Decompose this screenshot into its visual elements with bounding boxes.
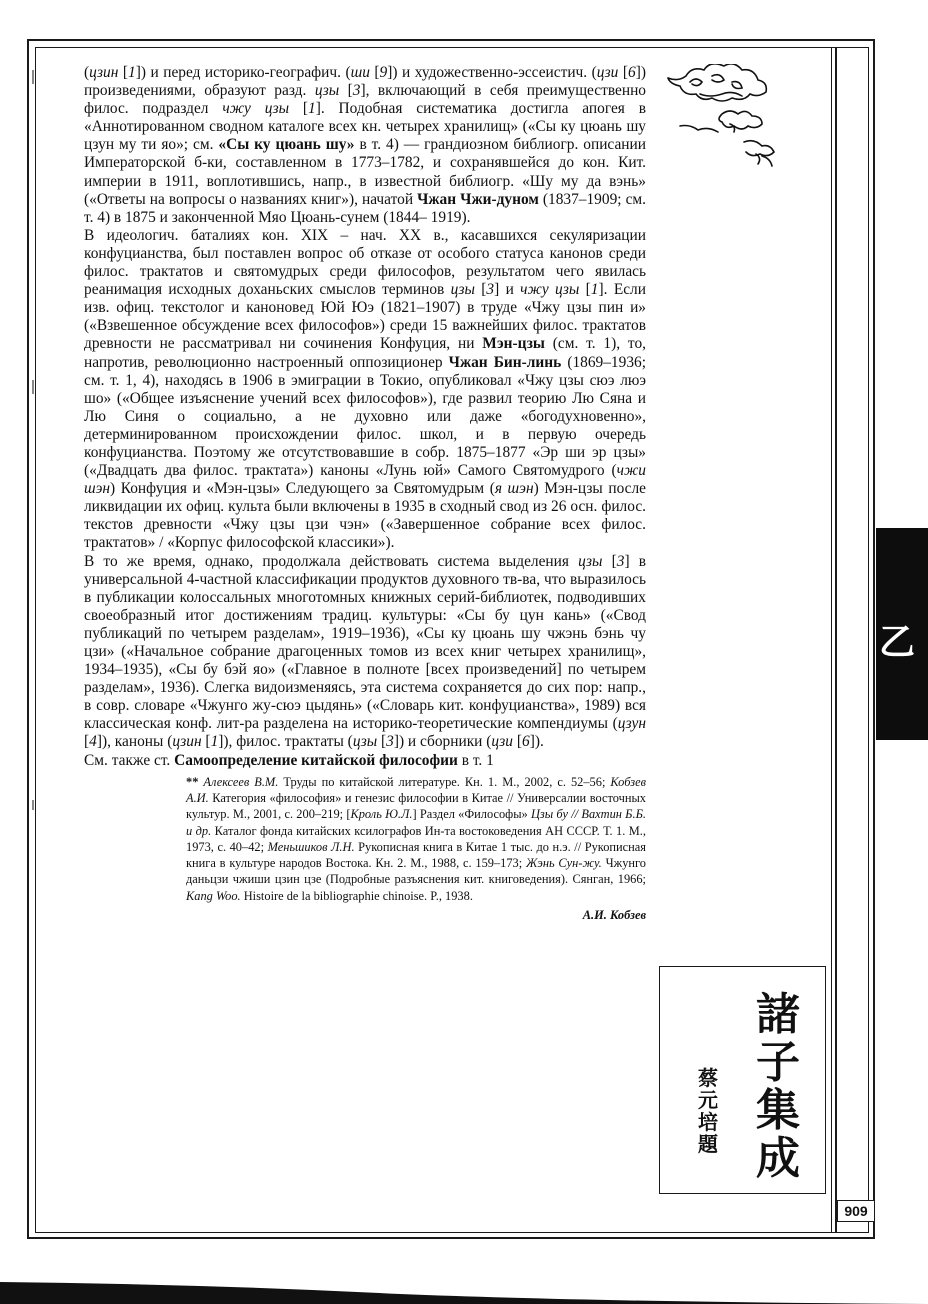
calligraphy-title-char: 集 (756, 1085, 800, 1136)
calligraphy-signature-char: 蔡 (698, 1066, 718, 1090)
see-also-line: См. также ст. Самоопределение китайской философии в т. 1 (84, 751, 494, 769)
section-tab-glyph: 乙 (879, 622, 916, 663)
calligraphy-title-char: 成 (756, 1133, 800, 1184)
margin-column-rule (831, 47, 832, 1233)
calligraphy-signature-char: 培 (698, 1110, 718, 1134)
calligraphy-signature-char: 元 (698, 1088, 718, 1112)
article-text (84, 64, 646, 924)
scan-margin-mark (32, 380, 34, 394)
page-number: 909 (837, 1200, 875, 1222)
scan-margin-mark (32, 70, 34, 84)
cloud-ornament-icon (660, 64, 785, 189)
calligraphy-title-char: 子 (756, 1037, 800, 1088)
scan-edge-shadow (0, 1272, 928, 1304)
article-paragraph-1: (цзин [1]) и перед историко-географич. (ши [9]) и художественно-эссеистич. (цзи [6]) произведениями, образуют разд. цзы [3], включающий в себя преимущественно филос. подраздел чжу цзы [1]. Подобная систематика достигла апогея в «Аннотированном сводном каталоге всех кн. четырех хранилищ» («Сы ку цюань шу цзун му ти яо»; см. «Сы ку цюань шу» в т. 4) — грандиозном библиогр. описании Императорской б-ки, составленном в 1773–1782, и сохранявшейся до кон. Кит. империи в 1911, воплотившись, напр., в известной библиогр. «Шу му да вэнь» («Ответы на вопросы о названиях книг»), начатой Чжан Чжи-дуном (1837–1909; см. т. 4) в 1875 и законченной Мяо Цюань-сунем (1844– 1919). (84, 64, 647, 226)
calligraphy-title-char: 諸 (756, 989, 800, 1040)
scan-margin-mark (32, 800, 34, 810)
section-thumb-tab (876, 528, 928, 740)
author-signature: А.И. Кобзев (582, 908, 646, 923)
calligraphy-artwork (660, 967, 827, 1195)
margin-column-rule-bold (835, 47, 837, 1233)
calligraphy-signature-char: 題 (698, 1132, 718, 1156)
article-paragraph-3: В то же время, однако, продолжала действовать система выделения цзы [3] в универсальной 4-частной классификации продуктов духовного тв-ва, что выразилось в публикации колоссальных многотомных книжных серий-библиотек, подводивших своеобразный итог достижениям традиц. культуры: «Сы бу цун кань» («Свод публикаций по четырем разделам», 1919–1936), «Сы ку цюань шу чжэнь бэнь чу цзи» («Начальное собрание драгоценных томов из всех книг четырех хранилищ», 1934–1935), «Сы бу бэй яо» («Главное в полноте [всех произведений] по четырем разделам», 1936). Слегка видоизменяясь, эта система сохраняется до сих пор: напр., в совр. словаре «Чжунго жу-сюэ цыдянь» («Словарь кит. конфуцианства», 1989) вся классическая конф. лит-ра разделена на историко-теоретические компендиумы (цзун [4]), каноны (цзин [1]), филос. трактаты (цзы [3]) и сборники (цзи [6]). (84, 552, 647, 751)
calligraphy-inset (659, 966, 826, 1194)
article-paragraph-2: В идеологич. баталиях кон. XIX – нач. XX в., касавшихся секуляризации конфуцианства, был поставлен вопрос об отказе от особого статуса канонов среди филос. трактатов и святомудрых среди философов, результатом чего явилась реанимация исходных доханьских смыслов терминов цзы [3] и чжу цзы [1]. Если изв. офиц. текстолог и каноновед Юй Юэ (1821–1907) в труде «Чжу цзы пин и» («Взвешенное обсуждение всех философов») среди 15 важнейших филос. трактатов древности не рассматривал ни сочинения Конфуция, ни Мэн-цзы (см. т. 1), то, напротив, революционно настроенный оппозиционер Чжан Бин-линь (1869–1936; см. т. 1, 4), находясь в 1906 в эмиграции в Токио, опубликовал «Чжу цзы сюэ люэ шо» («Общее изъяснение учений всех философов»), где развил теорию Лю Сяна и Лю Синя о социально, а не духовно или даже «богодухновенно», детерминированном происхождении филос. школ, и в первую очередь конфуцианства. Поэтому же отсутствовавшие в собр. 1875–1877 «Эр ши эр цзы» («Двадцать два филос. трактата») каноны «Лунь юй» Самого Святомудрого (чжи шэн) Конфуция и «Мэн-цзы» Следующего за Святомудрым (я шэн) Мэн-цзы после ликвидации их офиц. культа были включены в 1935 в сходный свод из 26 осн. филос. текстов древности «Чжу цзы цзи чэн» («Завершенное собрание всех филос. трактатов» / «Корпус философской классики»). (84, 226, 646, 552)
bibliography-references: ** Алексеев В.М. Труды по китайской литературе. Кн. 1. М., 2002, с. 52–56; Кобзев А.И. Категория «философия» и генезис философии в Китае // Универсалии восточных культур. М., 2001, с. 200–219; [Кроль Ю.Л.] Раздел «Философы» Цзы бу // Вахтин Б.Б. и др. Каталог фонда китайских ксилографов Ин-та востоковедения АН СССР. Т. 1. М., 1973, с. 40–42; Меньшиков Л.Н. Рукописная книга в Китае 1 тыс. до н.э. // Рукописная книга в культуре народов Востока. Кн. 2. М., 1988, с. 159–173; Жэнь Сун-жу. Чжунго даньцзи чжиши цзин цзе (Подробные разъяснения кит. книговедения). Сянган, 1966; Kang Woo. Histoire de la bibliographie chinoise. P., 1938. (186, 774, 646, 903)
